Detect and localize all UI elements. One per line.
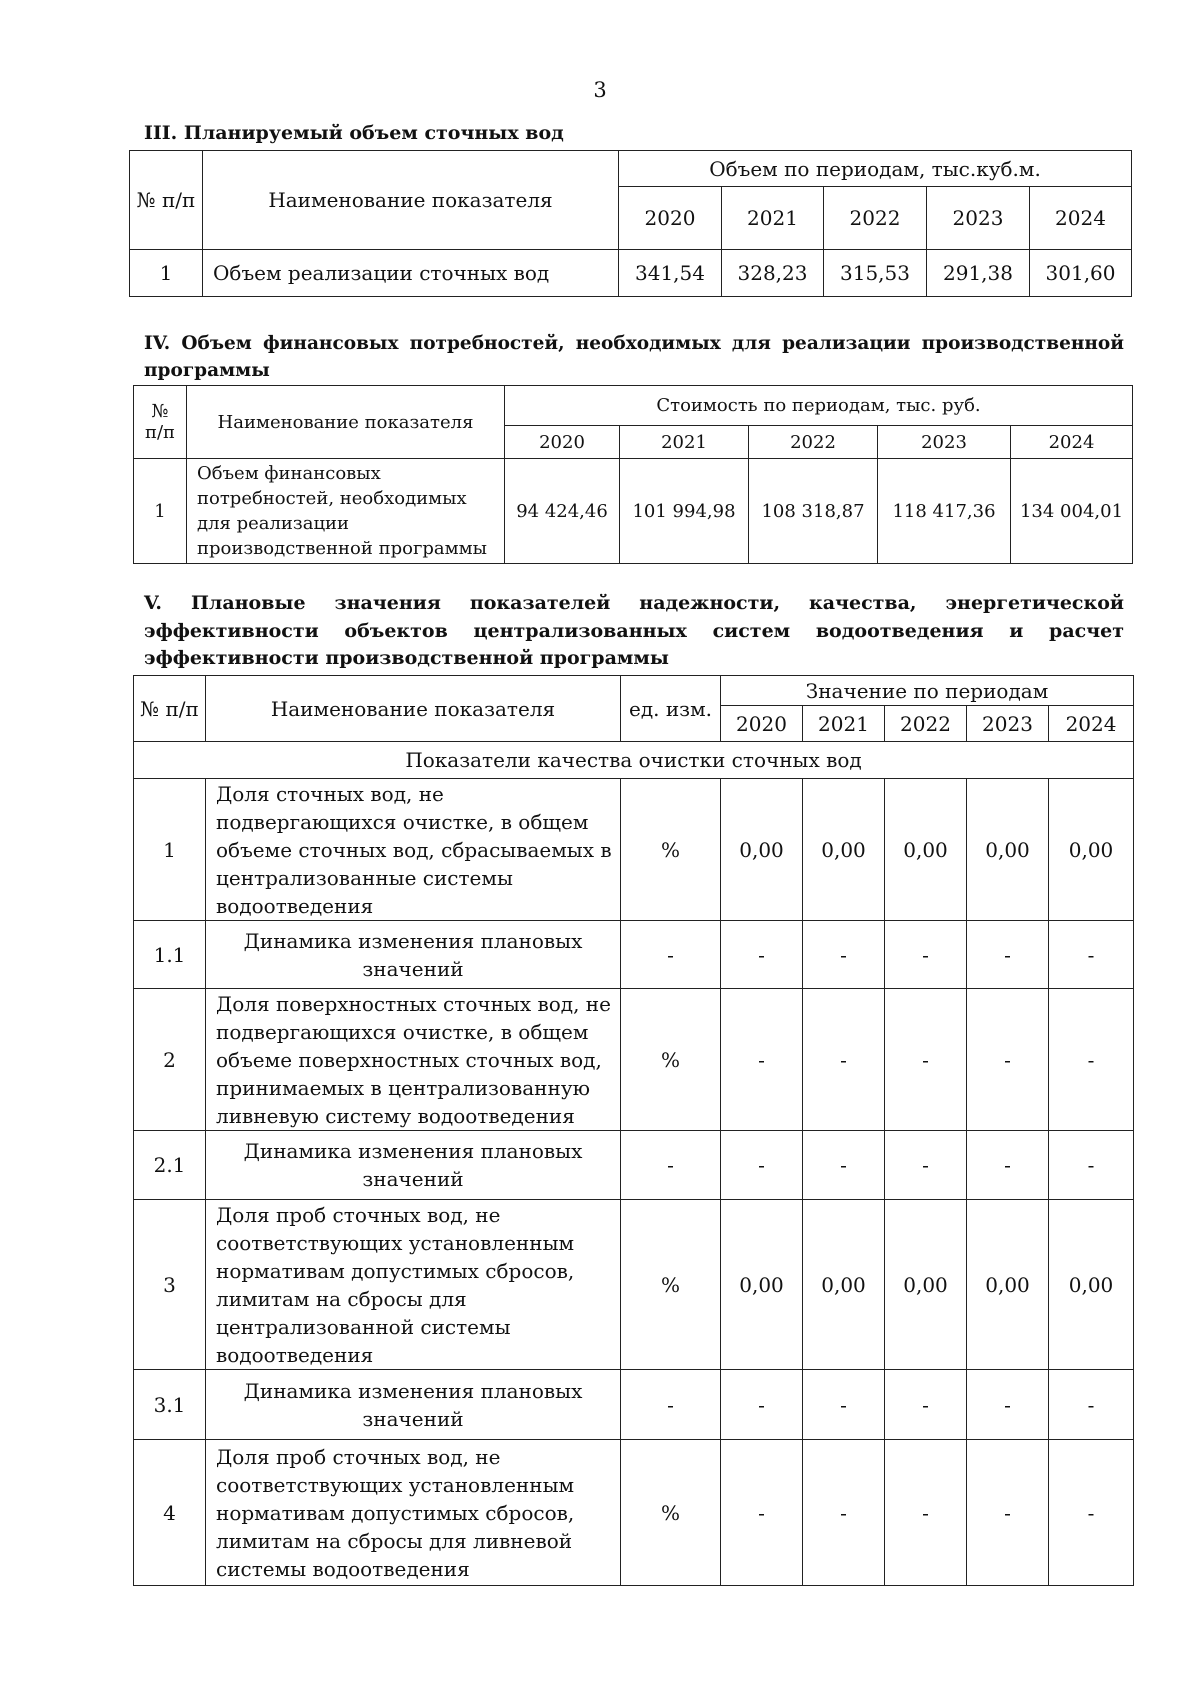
row-value: -	[1049, 1131, 1134, 1200]
page-number: 3	[593, 78, 607, 102]
table-row	[130, 250, 1132, 297]
header-num: № п/п	[134, 676, 206, 742]
row-name: Динамика изменения плановых значений	[206, 1131, 621, 1200]
row-value: 0,00	[803, 1200, 885, 1370]
row-num: 1.1	[134, 921, 206, 989]
section-5-title-line: эффективности объектов централизованных систем водоотведения и расчет	[144, 619, 1124, 642]
section-4-title	[144, 330, 1124, 384]
row-num: 1	[134, 459, 187, 564]
row-num: 2	[134, 989, 206, 1131]
row-value: 341,54	[619, 250, 722, 297]
row-value: 101 994,98	[620, 459, 749, 564]
row-value: 0,00	[1049, 1200, 1134, 1370]
row-value: -	[885, 1131, 967, 1200]
row-value: -	[721, 1370, 803, 1440]
row-name: Доля сточных вод, не подвергающихся очистке, в общем объеме сточных вод, сбрасываемых в централизованные системы водоотведения	[206, 779, 621, 921]
row-value: -	[803, 921, 885, 989]
row-value: -	[1049, 1370, 1134, 1440]
row-value: -	[967, 1370, 1049, 1440]
row-value: -	[1049, 989, 1134, 1131]
row-name: Объем реализации сточных вод	[203, 250, 619, 297]
header-year: 2020	[505, 426, 620, 459]
row-value: 0,00	[967, 1200, 1049, 1370]
row-value: -	[803, 1131, 885, 1200]
table-row	[134, 459, 1133, 564]
row-unit: %	[621, 779, 721, 921]
header-period-group: Значение по периодам	[721, 676, 1134, 706]
header-period-group: Объем по периодам, тыс.куб.м.	[619, 151, 1132, 187]
row-name: Доля проб сточных вод, не соответствующих установленным нормативам допустимых сбросов, лимитам на сбросы для централизованной системы водоотведения	[206, 1200, 621, 1370]
row-unit: %	[621, 1200, 721, 1370]
header-year: 2022	[885, 706, 967, 742]
row-value: -	[885, 989, 967, 1131]
table-row	[134, 1200, 1134, 1370]
row-num: 1	[130, 250, 203, 297]
section-5-title-line: V. Плановые значения показателей надежности, качества, энергетической	[144, 592, 1124, 614]
row-value: 0,00	[721, 779, 803, 921]
row-value: 0,00	[885, 1200, 967, 1370]
header-name: Наименование показателя	[206, 676, 621, 742]
row-value: -	[1049, 1440, 1134, 1586]
row-value: -	[967, 1131, 1049, 1200]
row-value: -	[967, 921, 1049, 989]
header-name: Наименование показателя	[203, 151, 619, 250]
section-3-table	[129, 150, 1132, 297]
header-year: 2024	[1049, 706, 1134, 742]
group-row: Показатели качества очистки сточных вод	[134, 742, 1134, 779]
header-year: 2023	[967, 706, 1049, 742]
row-name: Динамика изменения плановых значений	[206, 921, 621, 989]
row-value: -	[803, 989, 885, 1131]
row-value: 328,23	[722, 250, 824, 297]
row-unit: -	[621, 921, 721, 989]
row-value: -	[803, 1440, 885, 1586]
section-4-title-line: программы	[144, 360, 270, 381]
row-value: 118 417,36	[878, 459, 1011, 564]
row-value: 291,38	[927, 250, 1030, 297]
row-value: -	[885, 1440, 967, 1586]
header-year: 2021	[620, 426, 749, 459]
row-value: 301,60	[1030, 250, 1132, 297]
header-year: 2023	[878, 426, 1011, 459]
row-value: -	[885, 921, 967, 989]
row-value: 0,00	[1049, 779, 1134, 921]
table-row	[134, 779, 1134, 921]
row-unit: %	[621, 989, 721, 1131]
header-year: 2021	[722, 187, 824, 250]
row-value: 0,00	[721, 1200, 803, 1370]
row-value: -	[803, 1370, 885, 1440]
row-name: Доля проб сточных вод, не соответствующих установленным нормативам допустимых сбросов, лимитам на сбросы для ливневой системы водоотведения	[206, 1440, 621, 1586]
row-value: -	[885, 1370, 967, 1440]
header-year: 2021	[803, 706, 885, 742]
row-value: -	[967, 989, 1049, 1131]
row-value: 108 318,87	[749, 459, 878, 564]
row-value: 94 424,46	[505, 459, 620, 564]
row-value: -	[967, 1440, 1049, 1586]
header-num: № п/п	[130, 151, 203, 250]
header-year: 2023	[927, 187, 1030, 250]
row-value: -	[721, 1131, 803, 1200]
row-num: 4	[134, 1440, 206, 1586]
row-name: Объем финансовых потребностей, необходимых для реализации производственной программы	[187, 459, 505, 564]
header-year: 2020	[619, 187, 722, 250]
table-row	[134, 1370, 1134, 1440]
row-unit: -	[621, 1370, 721, 1440]
table-row	[134, 1131, 1134, 1200]
section-5-title-line: эффективности производственной программы	[144, 647, 669, 669]
row-value: 0,00	[967, 779, 1049, 921]
section-3-title: III. Планируемый объем сточных вод	[144, 122, 564, 144]
row-value: 315,53	[824, 250, 927, 297]
header-year: 2024	[1011, 426, 1133, 459]
table-row	[134, 989, 1134, 1131]
header-year: 2022	[749, 426, 878, 459]
section-4-title-line: IV. Объем финансовых потребностей, необходимых для реализации производственной	[144, 333, 1124, 354]
header-unit: ед. изм.	[621, 676, 721, 742]
row-value: -	[721, 989, 803, 1131]
row-value: 134 004,01	[1011, 459, 1133, 564]
row-num: 2.1	[134, 1131, 206, 1200]
section-5-title	[144, 590, 1124, 673]
header-num: № п/п	[134, 386, 187, 459]
header-year: 2024	[1030, 187, 1132, 250]
row-num: 3	[134, 1200, 206, 1370]
row-name: Доля поверхностных сточных вод, не подвергающихся очистке, в общем объеме поверхностных сточных вод, принимаемых в централизованную ливневую систему водоотведения	[206, 989, 621, 1131]
row-value: -	[1049, 921, 1134, 989]
row-value: 0,00	[803, 779, 885, 921]
section-5-table	[133, 675, 1134, 1586]
row-num: 3.1	[134, 1370, 206, 1440]
table-row	[134, 1440, 1134, 1586]
header-name: Наименование показателя	[187, 386, 505, 459]
row-num: 1	[134, 779, 206, 921]
header-year: 2022	[824, 187, 927, 250]
row-value: -	[721, 1440, 803, 1586]
row-name: Динамика изменения плановых значений	[206, 1370, 621, 1440]
row-unit: -	[621, 1131, 721, 1200]
header-year: 2020	[721, 706, 803, 742]
row-value: -	[721, 921, 803, 989]
row-unit: %	[621, 1440, 721, 1586]
section-4-table	[133, 385, 1133, 564]
table-row	[134, 921, 1134, 989]
row-value: 0,00	[885, 779, 967, 921]
header-period-group: Стоимость по периодам, тыс. руб.	[505, 386, 1133, 426]
